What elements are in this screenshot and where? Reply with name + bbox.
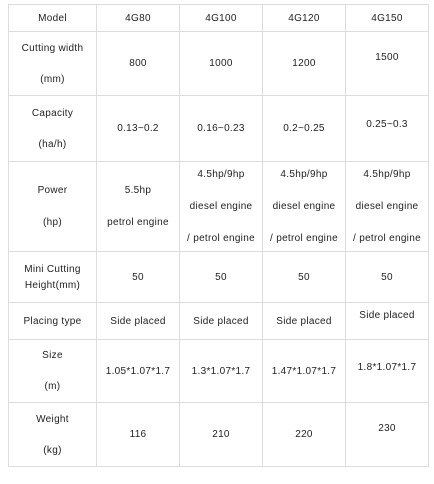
table-cell: 50 <box>97 252 180 303</box>
table-cell: 4.5hp/9hp diesel engine / petrol engine <box>180 162 263 252</box>
model-header: 4G150 <box>346 5 429 32</box>
row-label: Mini Cutting Height(mm) <box>9 252 97 303</box>
table-cell: 1200 <box>263 32 346 96</box>
table-cell: 210 <box>180 403 263 467</box>
table-cell: 0.25~0.3 <box>346 96 429 162</box>
table-row <box>9 96 429 162</box>
table-cell: 1.8*1.07*1.7 <box>346 340 429 403</box>
row-label: Power (hp) <box>9 162 97 252</box>
header-label: Model <box>9 5 97 32</box>
table-cell: 1.47*1.07*1.7 <box>263 340 346 403</box>
model-header: 4G80 <box>97 5 180 32</box>
row-label: Placing type <box>9 303 97 340</box>
table-cell: Side placed <box>346 303 429 340</box>
table-cell: 230 <box>346 403 429 467</box>
model-header: 4G120 <box>263 5 346 32</box>
table-row <box>9 32 429 96</box>
table-cell: 50 <box>346 252 429 303</box>
table-row <box>9 252 429 303</box>
row-label: Size (m) <box>9 340 97 403</box>
model-header: 4G100 <box>180 5 263 32</box>
table-row <box>9 340 429 403</box>
table-cell: 50 <box>180 252 263 303</box>
table-cell: 4.5hp/9hp diesel engine / petrol engine <box>346 162 429 252</box>
table-cell: 800 <box>97 32 180 96</box>
table-cell: Side placed <box>263 303 346 340</box>
table-cell: Side placed <box>97 303 180 340</box>
table-cell: 0.16~0.23 <box>180 96 263 162</box>
table-cell: 50 <box>263 252 346 303</box>
table-row <box>9 162 429 252</box>
table-header-row <box>9 5 429 32</box>
table-cell: 1500 <box>346 32 429 96</box>
spec-table <box>8 4 429 467</box>
table-cell: 116 <box>97 403 180 467</box>
table-cell: 1000 <box>180 32 263 96</box>
table-cell: 5.5hp petrol engine <box>97 162 180 252</box>
table-cell: 220 <box>263 403 346 467</box>
table-cell: 1.3*1.07*1.7 <box>180 340 263 403</box>
row-label: Weight (kg) <box>9 403 97 467</box>
table-cell: 0.2~0.25 <box>263 96 346 162</box>
table-row <box>9 303 429 340</box>
table-cell: 1.05*1.07*1.7 <box>97 340 180 403</box>
row-label: Capacity (ha/h) <box>9 96 97 162</box>
row-label: Cutting width (mm) <box>9 32 97 96</box>
table-row <box>9 403 429 467</box>
table-cell: 0.13~0.2 <box>97 96 180 162</box>
table-cell: Side placed <box>180 303 263 340</box>
table-cell: 4.5hp/9hp diesel engine / petrol engine <box>263 162 346 252</box>
